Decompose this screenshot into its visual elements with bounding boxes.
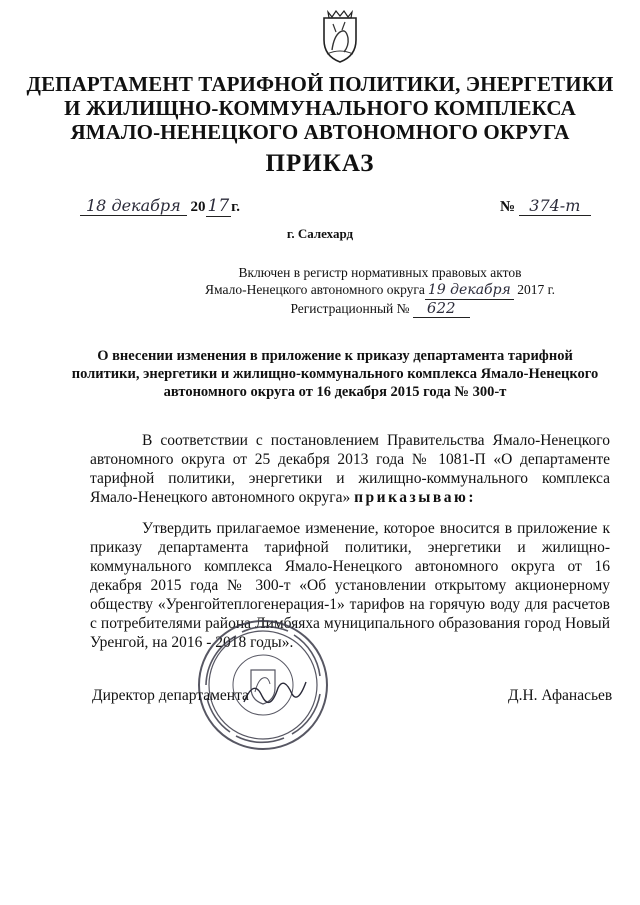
document-type: ПРИКАЗ: [265, 150, 375, 177]
registry-number-label: Регистрационный №: [290, 301, 410, 316]
department-title-line: И ЖИЛИЩНО-КОММУНАЛЬНОГО КОМПЛЕКСА: [64, 96, 576, 120]
registry-line-2: [200, 281, 560, 300]
registry-line-2-prefix: Ямало-Ненецкого автономного округа: [205, 282, 425, 297]
paragraph-command: приказываю:: [354, 489, 476, 506]
signatory-position: Директор департамента: [92, 687, 249, 704]
paragraph-basis-text: В соответствии с постановлением Правительства Ямало-Ненецкого автономного округа от 25 декабря 2013 года № 1081-П «О департаменте тарифной политики, энергетики и жилищно-коммунального комплекса Ямало-Ненецкого автономного округа»: [90, 432, 610, 506]
registry-date: 19 декабря: [425, 282, 514, 300]
signatory-name: Д.Н. Афанасьев: [508, 687, 613, 704]
department-title: [0, 72, 640, 144]
coat-of-arms-emblem: [318, 10, 362, 64]
registry-block: [200, 264, 560, 318]
order-number-value: 374-т: [519, 196, 591, 216]
city: г. Салехард: [286, 226, 354, 241]
order-number: [500, 196, 591, 216]
registry-line-1: Включен в регистр нормативных правовых актов: [238, 265, 522, 280]
order-date-year-suffix: г.: [231, 199, 241, 215]
registry-line-2-suffix: 2017 г.: [517, 282, 555, 297]
signature-mark: [240, 672, 310, 712]
paragraph-approve: Утвердить прилагаемое изменение, которое вносится в приложение к приказу департамента тарифной политики, энергетики и жилищно-коммунального комплекса Ямало-Ненецкого автономного округа от 16 декабря 2015 года № 300-т «Об установлении открытому акционерному обществу «Уренгойтеплогенерация-1» тарифов на горячую воду для расчетов с потребителями района Лимбяяха муниципального образования город Новый Уренгой, на 2016 - 2018 годы».: [90, 520, 610, 651]
order-date: [80, 196, 240, 217]
order-number-label: №: [500, 199, 516, 215]
order-date-day-month: 18 декабря: [80, 196, 187, 216]
order-date-year-prefix: 20: [190, 199, 206, 215]
registry-line-3: [200, 300, 560, 318]
order-date-year: 17: [207, 196, 230, 216]
registry-number: 622: [413, 300, 470, 318]
department-title-line: ЯМАЛО-НЕНЕЦКОГО АВТОНОМНОГО ОКРУГА: [70, 120, 570, 144]
paragraph-basis: [90, 431, 610, 507]
department-title-line: ДЕПАРТАМЕНТ ТАРИФНОЙ ПОЛИТИКИ, ЭНЕРГЕТИКИ: [26, 72, 614, 96]
order-heading: О внесении изменения в приложение к приказу департамента тарифной политики, энергетики и жилищно-коммунального комплекса Ямало-Ненецкого автономного округа от 16 декабря 2015 года № 300-т: [71, 348, 599, 400]
